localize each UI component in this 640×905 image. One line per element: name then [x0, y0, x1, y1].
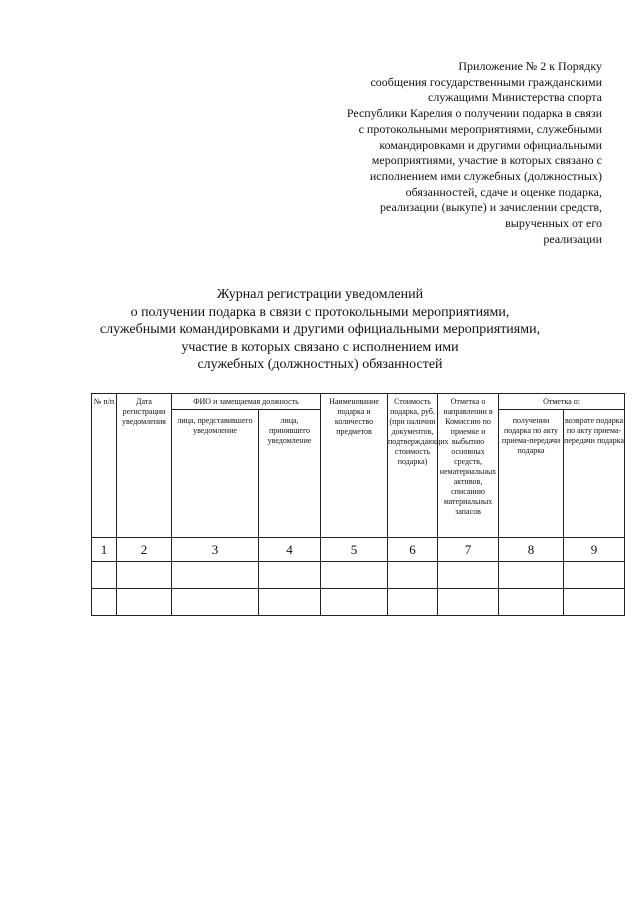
table-cell: [438, 589, 499, 616]
header-fio-group: ФИО и замещаемая должность: [172, 394, 321, 410]
table-cell: [388, 562, 438, 589]
table-cell: [438, 562, 499, 589]
table-row: [92, 562, 625, 589]
table-cell: [564, 562, 625, 589]
appendix-line: Республики Карелия о получении подарка в связи: [346, 106, 602, 121]
journal-title: [60, 286, 580, 374]
column-number-cell: 4: [259, 538, 321, 562]
column-number-cell: 8: [499, 538, 564, 562]
table-cell: [92, 589, 117, 616]
table-row: [92, 589, 625, 616]
header-fio-submitter: лица, представившего уведомление: [172, 410, 259, 538]
header-gift-name: Наименование подарка и количество предметов: [321, 394, 388, 538]
header-registration-date: Дата регистрации уведомления: [117, 394, 172, 538]
column-number-cell: 5: [321, 538, 388, 562]
table-cell: [117, 589, 172, 616]
appendix-line: исполнением ими служебных (должностных): [369, 168, 602, 183]
header-mark-received: получении подарка по акту приема-передачи подарка: [499, 410, 564, 538]
header-fio-receiver: лица, принявшего уведомление: [259, 410, 321, 538]
appendix-line: служащими Министерства спорта: [428, 90, 602, 105]
appendix-line: с протокольными мероприятиями, служебными: [358, 121, 602, 136]
table-cell: [259, 562, 321, 589]
column-number-cell: 6: [388, 538, 438, 562]
table-cell: [259, 589, 321, 616]
title-line: Журнал регистрации уведомлений: [216, 287, 424, 302]
title-line: служебных (должностных) обязанностей: [197, 357, 443, 372]
title-line: о получении подарка в связи с протокольными мероприятиями,: [130, 304, 510, 320]
header-number: № п/п: [92, 394, 117, 538]
table-cell: [172, 589, 259, 616]
table-cell: [564, 589, 625, 616]
header-mark-group: Отметка о:: [499, 394, 625, 410]
table-cell: [321, 589, 388, 616]
appendix-header: [302, 59, 602, 247]
table-cell: [321, 562, 388, 589]
table-cell: [172, 562, 259, 589]
title-line: участие в которых связано с исполнением ими: [181, 339, 459, 355]
journal-table: [91, 393, 625, 616]
table-cell: [92, 562, 117, 589]
appendix-line: реализации (выкупе) и зачислении средств,: [380, 200, 602, 215]
appendix-line: вырученных от его: [505, 216, 602, 231]
column-number-cell: 3: [172, 538, 259, 562]
column-number-cell: 9: [564, 538, 625, 562]
header-commission-mark: Отметка о направлении в Комиссию по приемке и выбытию основных средств, нематериальных активов, списанию материальных запасов: [438, 394, 499, 538]
appendix-line: мероприятиями, участие в которых связано с: [371, 153, 602, 168]
appendix-line: сообщения государственными гражданскими: [370, 74, 602, 89]
table-cell: [499, 589, 564, 616]
header-mark-returned: возврате подарка по акту приема-передачи подарка: [564, 410, 625, 538]
appendix-line: командировками и другими официальными: [379, 137, 602, 152]
table-cell: [388, 589, 438, 616]
appendix-line: Приложение № 2 к Порядку: [458, 59, 602, 73]
table-cell: [117, 562, 172, 589]
table-cell: [499, 562, 564, 589]
column-number-cell: 7: [438, 538, 499, 562]
header-gift-cost: Стоимость подарка, руб. (при наличии документов, подтверждающих стоимость подарка): [388, 394, 438, 538]
column-number-cell: 1: [92, 538, 117, 562]
column-number-cell: 2: [117, 538, 172, 562]
appendix-line: обязанностей, сдаче и оценке подарка,: [405, 184, 602, 199]
appendix-line: реализации: [543, 231, 602, 246]
title-line: служебными командировками и другими официальными мероприятиями,: [99, 322, 541, 337]
